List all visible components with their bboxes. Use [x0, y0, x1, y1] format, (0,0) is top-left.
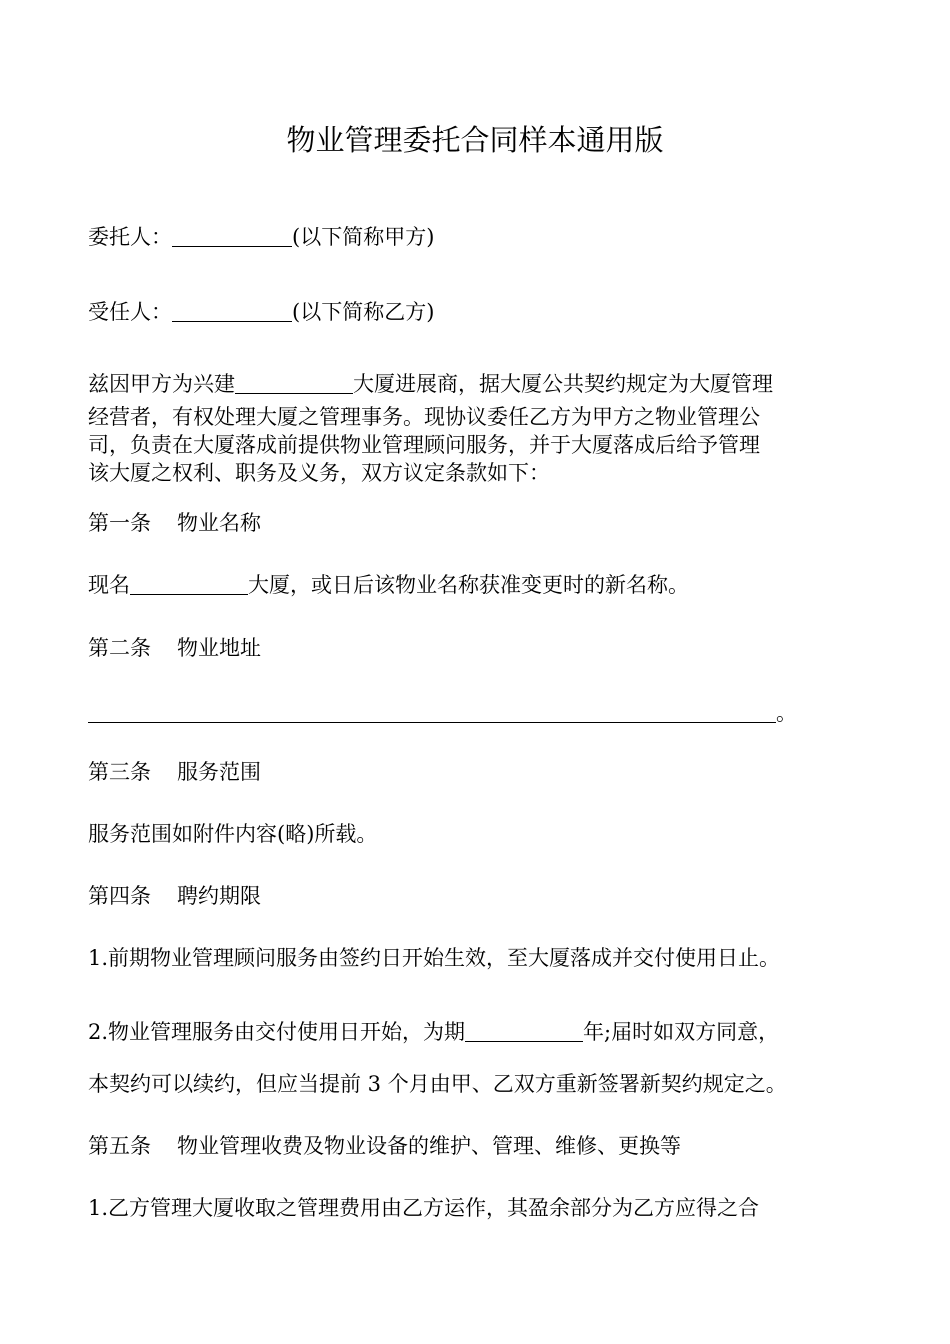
article-4-name: 聘约期限	[177, 884, 261, 908]
principal-line	[88, 222, 434, 252]
article-1-number: 第一条	[88, 511, 151, 535]
intro-text-b: 大厦进展商，据大厦公共契约规定为大厦管理	[353, 372, 773, 396]
article-2-body	[88, 698, 797, 728]
intro-line-2: 经营者，有权处理大厦之管理事务。现协议委任乙方为甲方之物业管理公	[88, 405, 760, 429]
term-years-blank[interactable]	[465, 1019, 583, 1042]
article-3-name: 服务范围	[177, 760, 261, 784]
principal-suffix: (以下简称甲方)	[292, 225, 435, 249]
article-4-clause-2	[88, 1017, 779, 1047]
article-3-heading	[88, 757, 261, 787]
article-2-end-mark: 。	[776, 701, 797, 725]
article-1-text-a: 现名	[88, 573, 130, 597]
intro-text-a: 兹因甲方为兴建	[88, 372, 235, 396]
principal-blank[interactable]	[172, 224, 292, 247]
property-address-blank[interactable]	[88, 700, 776, 723]
article-4-clause-2-text-b: 年;届时如双方同意，	[583, 1020, 780, 1044]
agent-blank[interactable]	[172, 299, 292, 322]
article-3-number: 第三条	[88, 760, 151, 784]
document-title: 物业管理委托合同样本通用版	[286, 123, 664, 157]
article-1-body	[88, 570, 689, 600]
principal-label: 委托人：	[88, 225, 172, 249]
article-1-text-b: 大厦，或日后该物业名称获准变更时的新名称。	[248, 573, 689, 597]
article-3-body: 服务范围如附件内容(略)所载。	[88, 822, 378, 846]
article-5-clause-1: 1.乙方管理大厦收取之管理费用由乙方运作，其盈余部分为乙方应得之合	[88, 1196, 760, 1220]
intro-line-1	[88, 370, 863, 398]
agent-line	[88, 297, 434, 327]
article-5-heading	[88, 1131, 681, 1161]
intro-line-3: 司，负责在大厦落成前提供物业管理顾问服务，并于大厦落成后给予管理	[88, 433, 760, 457]
building-name-blank[interactable]	[235, 371, 353, 394]
article-2-name: 物业地址	[177, 636, 261, 660]
article-5-name: 物业管理收费及物业设备的维护、管理、维修、更换等	[177, 1134, 681, 1158]
intro-line-4: 该大厦之权利、职务及义务，双方议定条款如下：	[88, 461, 550, 485]
article-4-clause-2-cont: 本契约可以续约，但应当提前 3 个月由甲、乙双方重新签署新契约规定之。	[88, 1072, 787, 1096]
article-1-heading	[88, 508, 261, 538]
article-1-name: 物业名称	[177, 511, 261, 535]
article-2-number: 第二条	[88, 636, 151, 660]
article-4-number: 第四条	[88, 884, 151, 908]
article-2-heading	[88, 633, 261, 663]
property-name-blank[interactable]	[130, 572, 248, 595]
agent-suffix: (以下简称乙方)	[292, 300, 435, 324]
intro-paragraph	[88, 370, 863, 487]
article-4-clause-1: 1.前期物业管理顾问服务由签约日开始生效，至大厦落成并交付使用日止。	[88, 946, 781, 970]
article-5-number: 第五条	[88, 1134, 151, 1158]
agent-label: 受任人：	[88, 300, 172, 324]
article-4-heading	[88, 881, 261, 911]
article-4-clause-2-text-a: 2.物业管理服务由交付使用日开始，为期	[88, 1020, 466, 1044]
